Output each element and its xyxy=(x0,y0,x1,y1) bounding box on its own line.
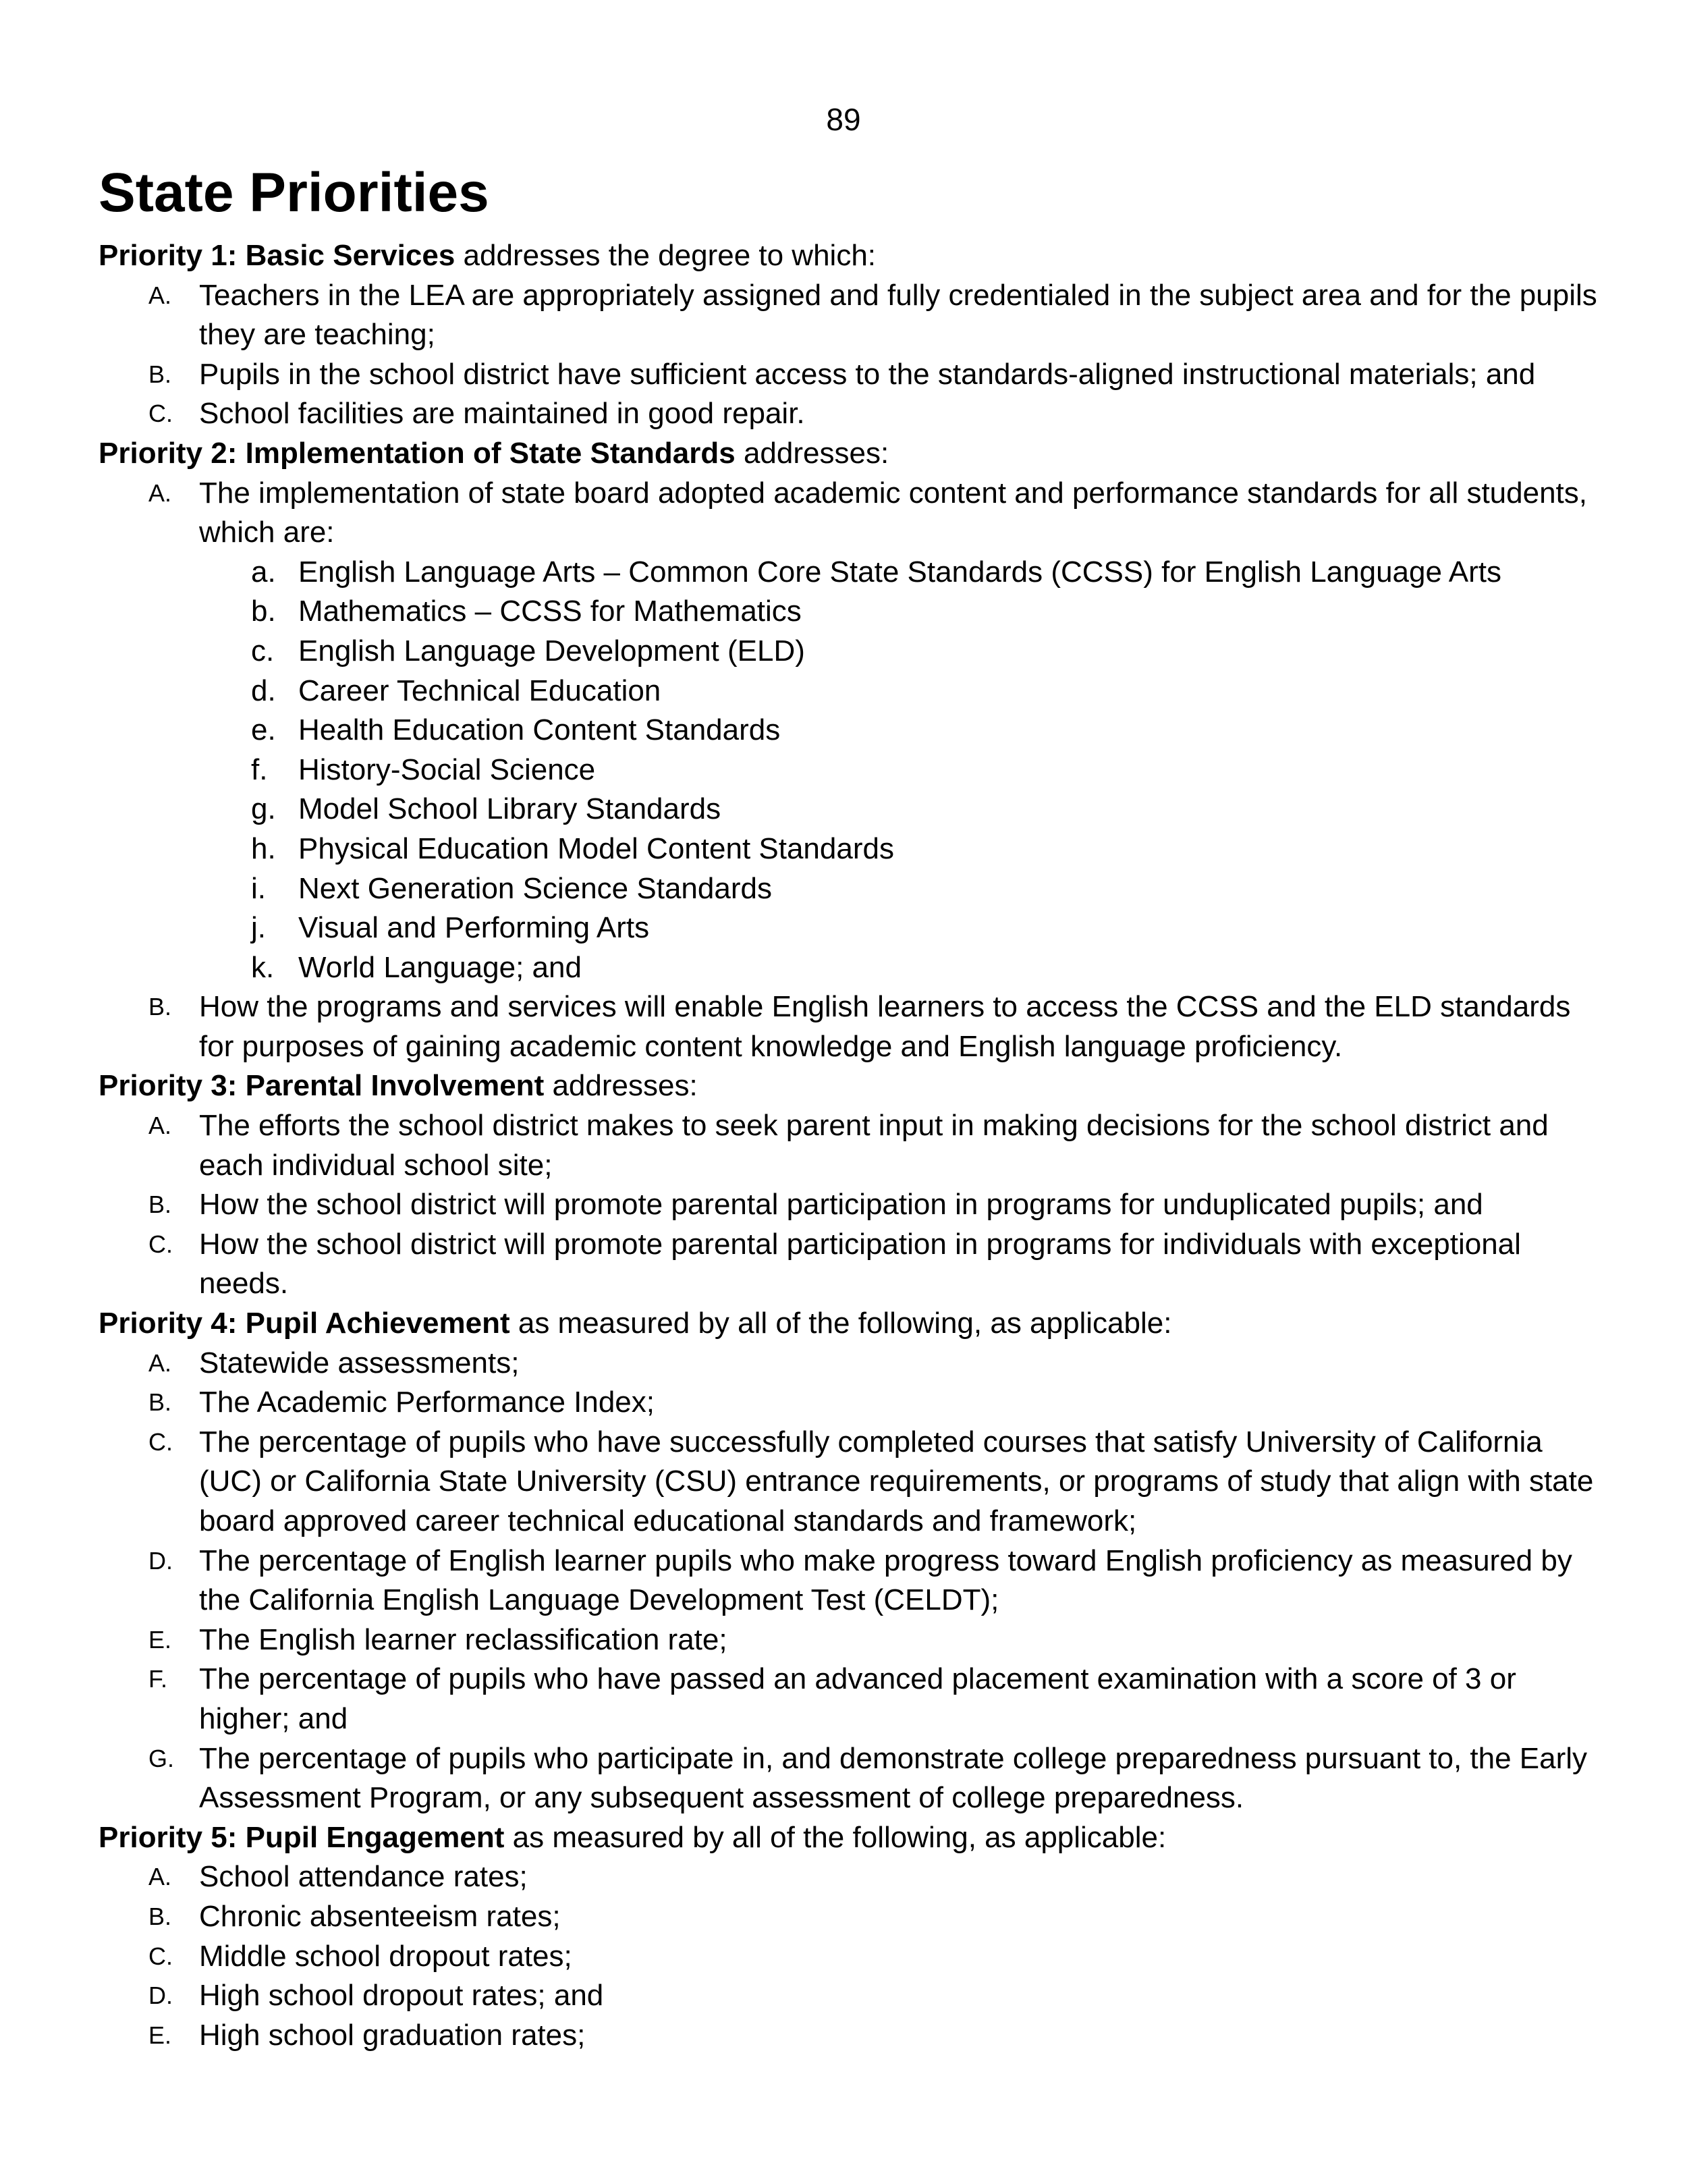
sub-list-item xyxy=(199,711,1603,750)
priority-heading-line xyxy=(99,1818,1603,1858)
list-item-text: How the school district will promote parental participation in programs for unduplicated pupils; and xyxy=(199,1188,1483,1222)
sub-list-item-text: English Language Arts – Common Core State Standards (CCSS) for English Language Arts xyxy=(298,555,1501,589)
priority-heading-line xyxy=(99,236,1603,276)
sub-list-item-text: Mathematics – CCSS for Mathematics xyxy=(298,595,802,628)
priority-section xyxy=(99,236,1603,434)
list-item-text: Chronic absenteeism rates; xyxy=(199,1899,561,1933)
priority-items xyxy=(99,1857,1603,2055)
priority-section xyxy=(99,1818,1603,2056)
priority-heading: Priority 2: Implementation of State Standards xyxy=(99,436,736,470)
list-item-text: The efforts the school district makes to seek parent input in making decisions for the school district and each individual school site; xyxy=(199,1109,1549,1182)
priority-heading: Priority 1: Basic Services xyxy=(99,239,455,272)
sub-list-item-text: Physical Education Model Content Standards xyxy=(298,831,894,865)
list-item-label: A. xyxy=(148,1112,172,1140)
priority-heading-line xyxy=(99,434,1603,474)
list-item-label: D. xyxy=(148,1982,173,2010)
list-item-label: E. xyxy=(148,1625,172,1654)
sub-list-item xyxy=(199,948,1603,988)
sub-list-item-text: Career Technical Education xyxy=(298,674,661,707)
list-item xyxy=(99,394,1603,434)
list-item xyxy=(99,1937,1603,1977)
list-item xyxy=(99,355,1603,395)
list-item-text: Middle school dropout rates; xyxy=(199,1939,572,1973)
sub-list-item xyxy=(199,908,1603,948)
priority-heading-line xyxy=(99,1304,1603,1344)
priorities-content xyxy=(99,236,1603,2055)
list-item xyxy=(99,1660,1603,1739)
sub-list-item xyxy=(199,553,1603,593)
list-item xyxy=(99,276,1603,355)
list-item-label: G. xyxy=(148,1744,175,1772)
sub-list-item xyxy=(199,672,1603,711)
sub-list-item xyxy=(199,750,1603,790)
list-item-label: A. xyxy=(148,479,172,507)
list-item-text: The Academic Performance Index; xyxy=(199,1386,655,1419)
list-item-label: B. xyxy=(148,1902,172,1930)
priority-heading-line xyxy=(99,1066,1603,1106)
priority-items xyxy=(99,1344,1603,1818)
sub-list xyxy=(199,553,1603,988)
list-item-label: B. xyxy=(148,1388,172,1417)
list-item-label: C. xyxy=(148,1942,173,1970)
list-item xyxy=(99,1225,1603,1304)
list-item-label: A. xyxy=(148,1863,172,1891)
page-number: 89 xyxy=(826,102,861,137)
list-item-label: E. xyxy=(148,2021,172,2049)
list-item xyxy=(99,474,1603,988)
sub-list-item-label: e. xyxy=(251,713,276,747)
list-item xyxy=(99,2016,1603,2056)
list-item-label: B. xyxy=(148,1191,172,1219)
priority-items xyxy=(99,276,1603,434)
page-title: State Priorities xyxy=(99,162,489,223)
list-item xyxy=(99,1541,1603,1620)
list-item-text: High school graduation rates; xyxy=(199,2018,586,2052)
priority-section xyxy=(99,434,1603,1067)
priority-section xyxy=(99,1066,1603,1304)
list-item-text: School attendance rates; xyxy=(199,1860,528,1894)
list-item-label: C. xyxy=(148,1427,173,1456)
sub-list-item-text: Model School Library Standards xyxy=(298,792,721,826)
priority-intro: addresses: xyxy=(544,1069,698,1103)
list-item-text: The percentage of pupils who participate in, and demonstrate college preparedness pursuant to, the Early Assessment Program, or any subsequent assessment of college preparedness. xyxy=(199,1741,1588,1815)
priority-intro: addresses the degree to which: xyxy=(455,239,877,272)
priority-intro: as measured by all of the following, as applicable: xyxy=(509,1307,1172,1340)
sub-list-item-label: j. xyxy=(251,911,266,945)
list-item-label: D. xyxy=(148,1546,173,1575)
list-item xyxy=(99,1344,1603,1384)
list-item xyxy=(99,1739,1603,1818)
sub-list-item-label: g. xyxy=(251,792,276,826)
priority-intro: as measured by all of the following, as applicable: xyxy=(504,1820,1167,1854)
list-item-text: The English learner reclassification rate; xyxy=(199,1622,727,1656)
priority-section xyxy=(99,1304,1603,1818)
list-item-text: School facilities are maintained in good repair. xyxy=(199,397,805,431)
list-item-text: The percentage of pupils who have successfully completed courses that satisfy University of California (UC) or California State University (CSU) entrance requirements, or programs of study that align with state board approved career technical educational standards and framework; xyxy=(199,1425,1594,1537)
list-item-text: The percentage of pupils who have passed an advanced placement examination with a score of 3 or higher; and xyxy=(199,1662,1516,1735)
sub-list-item-text: Visual and Performing Arts xyxy=(298,911,650,945)
list-item xyxy=(99,1620,1603,1660)
sub-list-item-text: Health Education Content Standards xyxy=(298,713,781,747)
sub-list-item-text: Next Generation Science Standards xyxy=(298,871,772,905)
list-item xyxy=(99,1423,1603,1541)
sub-list-item-label: f. xyxy=(251,753,268,786)
list-item-text: Teachers in the LEA are appropriately assigned and fully credentialed in the subject area and for the pupils they are teaching; xyxy=(199,278,1597,352)
list-item xyxy=(99,1106,1603,1185)
priority-heading: Priority 3: Parental Involvement xyxy=(99,1069,545,1103)
sub-list-item-label: a. xyxy=(251,555,276,589)
sub-list-item xyxy=(199,790,1603,829)
sub-list-item xyxy=(199,632,1603,672)
list-item-text: How the programs and services will enable English learners to access the CCSS and the ELD standards for purposes of gaining academic content knowledge and English language proficiency. xyxy=(199,990,1571,1063)
list-item xyxy=(99,1383,1603,1423)
sub-list-item xyxy=(199,869,1603,909)
list-item-label: C. xyxy=(148,400,173,428)
priority-items xyxy=(99,1106,1603,1304)
list-item-text: Statewide assessments; xyxy=(199,1346,520,1380)
list-item-text: How the school district will promote parental participation in programs for individuals with exceptional needs. xyxy=(199,1227,1521,1301)
list-item xyxy=(99,1857,1603,1897)
sub-list-item-label: i. xyxy=(251,871,266,905)
sub-list-item-label: k. xyxy=(251,950,275,984)
sub-list-item xyxy=(199,829,1603,869)
sub-list-item xyxy=(199,592,1603,632)
list-item xyxy=(99,987,1603,1066)
list-item-text: The implementation of state board adopted academic content and performance standards for all students, which are: xyxy=(199,476,1587,549)
sub-list-item-label: d. xyxy=(251,674,276,707)
sub-list-item-label: h. xyxy=(251,831,276,865)
list-item-label: F. xyxy=(148,1665,168,1693)
list-item xyxy=(99,1185,1603,1225)
sub-list-item-label: c. xyxy=(251,634,275,667)
list-item-label: C. xyxy=(148,1230,173,1258)
sub-list-item-text: English Language Development (ELD) xyxy=(298,634,805,667)
list-item-text: High school dropout rates; and xyxy=(199,1979,604,2013)
list-item xyxy=(99,1976,1603,2016)
list-item-label: A. xyxy=(148,1348,172,1377)
priority-heading: Priority 4: Pupil Achievement xyxy=(99,1307,510,1340)
list-item-label: B. xyxy=(148,993,172,1021)
sub-list-item-text: World Language; and xyxy=(298,950,582,984)
sub-list-item-text: History-Social Science xyxy=(298,753,596,786)
list-item-text: Pupils in the school district have sufficient access to the standards-aligned instructional materials; and xyxy=(199,357,1536,391)
list-item-label: B. xyxy=(148,360,172,388)
list-item-text: The percentage of English learner pupils who make progress toward English proficiency as measured by the California English Language Development Test (CELDT); xyxy=(199,1544,1572,1617)
list-item-label: A. xyxy=(148,281,172,309)
priority-heading: Priority 5: Pupil Engagement xyxy=(99,1820,505,1854)
priority-items xyxy=(99,474,1603,1067)
sub-list-item-label: b. xyxy=(251,595,276,628)
priority-intro: addresses: xyxy=(735,436,889,470)
list-item xyxy=(99,1897,1603,1937)
